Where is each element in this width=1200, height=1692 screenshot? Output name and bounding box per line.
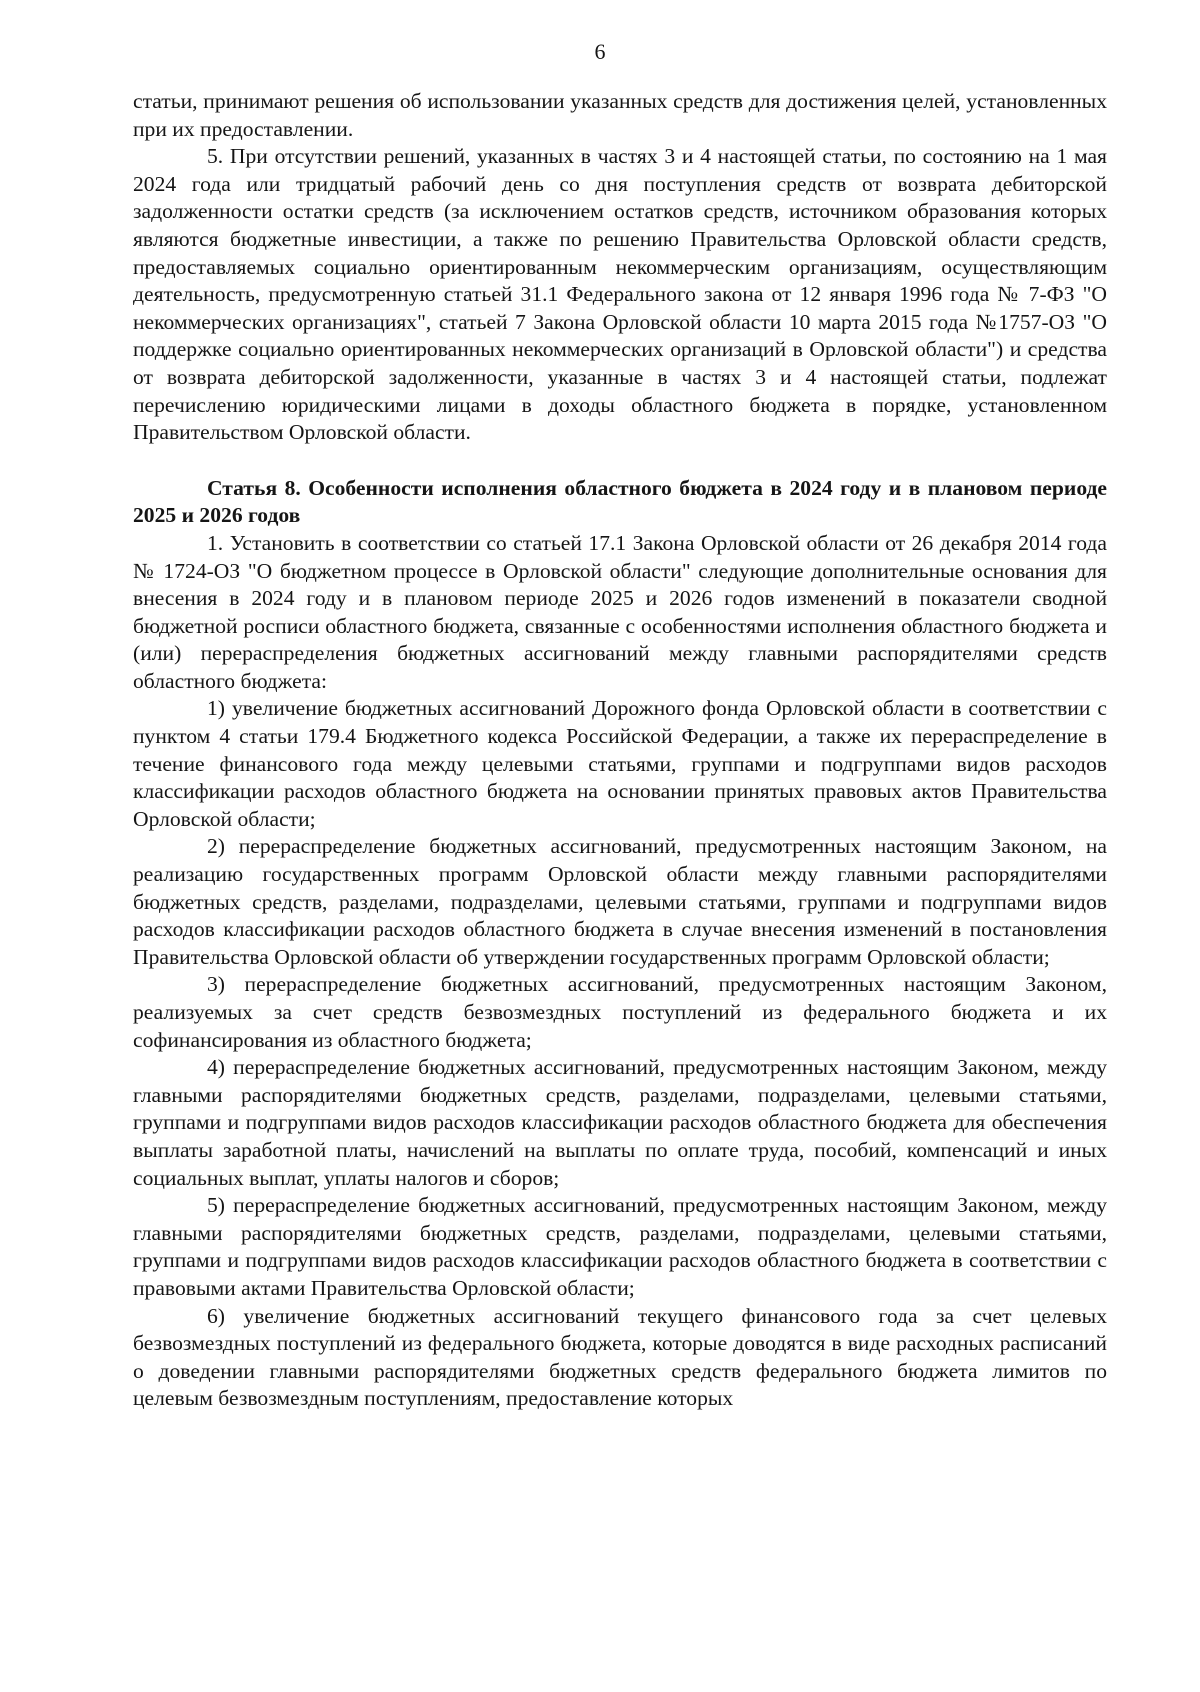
list-item-3: 3) перераспределение бюджетных ассигнований, предусмотренных настоящим Законом, реализуемых за счет средств безвозмездных поступлений из федерального бюджета и их софинансирования из областного бюджета; xyxy=(133,972,1107,1052)
paragraph-part-5: 5. При отсутствии решений, указанных в частях 3 и 4 настоящей статьи, по состоянию на 1 мая 2024 года или тридцатый рабочий день со дня поступления средств от возврата дебиторской задолженности остатки средств (за исключением остатков средств, источником образования которых являются бюджетные инвестиции, а также по решению Правительства Орловской области средств, предоставляемых социально ориентированным некоммерческим организациям, осуществляющим деятельность, предусмотренную статьей 31.1 Федерального закона от 12 января 1996 года № 7-ФЗ "О некоммерческих организациях", статьей 7 Закона Орловской области 10 марта 2015 года №1757-ОЗ "О поддержке социально ориентированных некоммерческих организаций в Орловской области") и средства от возврата дебиторской задолженности, указанные в частях 3 и 4 настоящей статьи, подлежат перечислению юридическими лицами в доходы областного бюджета в порядке, установленном Правительством Орловской области. xyxy=(133,144,1107,445)
list-item-2: 2) перераспределение бюджетных ассигнований, предусмотренных настоящим Законом, на реализацию государственных программ Орловской области между главными распорядителями бюджетных средств, разделами, подразделами, целевыми статьями, группами и подгруппами видов расходов классификации расходов областного бюджета в случае внесения изменений в постановления Правительства Орловской области об утверждении государственных программ Орловской области; xyxy=(133,834,1107,969)
article-8-heading: Статья 8. Особенности исполнения областного бюджета в 2024 году и в плановом периоде 2025 и 2026 годов xyxy=(133,475,1107,528)
list-item-4: 4) перераспределение бюджетных ассигнований, предусмотренных настоящим Законом, между главными распорядителями бюджетных средств, разделами, подразделами, целевыми статьями, группами и подгруппами видов расходов классификации расходов областного бюджета для обеспечения выплаты заработной платы, начислений на выплаты по оплате труда, пособий, компенсаций и иных социальных выплат, уплаты налогов и сборов; xyxy=(133,1055,1107,1190)
paragraph-continuation: статьи, принимают решения об использовании указанных средств для достижения целей, установленных при их предоставлении. xyxy=(133,89,1107,141)
paragraph-part-1: 1. Установить в соответствии со статьей 17.1 Закона Орловской области от 26 декабря 2014 года № 1724-ОЗ "О бюджетном процессе в Орловской области" следующие дополнительные основания для внесения в 2024 году и в плановом периоде 2025 и 2026 годов изменений в показатели сводной бюджетной росписи областного бюджета, связанные с особенностями исполнения областного бюджета и (или) перераспределения бюджетных ассигнований между главными распорядителями средств областного бюджета: xyxy=(133,530,1107,693)
list-item-5: 5) перераспределение бюджетных ассигнований, предусмотренных настоящим Законом, между главными распорядителями бюджетных средств, разделами, подразделами, целевыми статьями, группами и подгруппами видов расходов классификации расходов областного бюджета в соответствии с правовыми актами Правительства Орловской области; xyxy=(133,1193,1107,1300)
document-body xyxy=(133,88,1107,1413)
page-number: 6 xyxy=(594,39,606,64)
list-item-1: 1) увеличение бюджетных ассигнований Дорожного фонда Орловской области в соответствии с пунктом 4 статьи 179.4 Бюджетного кодекса Российской Федерации, а также их перераспределение в течение финансового года между целевыми статьями, группами и подгруппами видов расходов классификации расходов областного бюджета на основании принятых правовых актов Правительства Орловской области; xyxy=(133,696,1107,831)
list-item-6: 6) увеличение бюджетных ассигнований текущего финансового года за счет целевых безвозмездных поступлений из федерального бюджета, которые доводятся в виде расходных расписаний о доведении главными распорядителями бюджетных средств федерального бюджета лимитов по целевым безвозмездным поступлениям, предоставление которых xyxy=(133,1303,1107,1411)
